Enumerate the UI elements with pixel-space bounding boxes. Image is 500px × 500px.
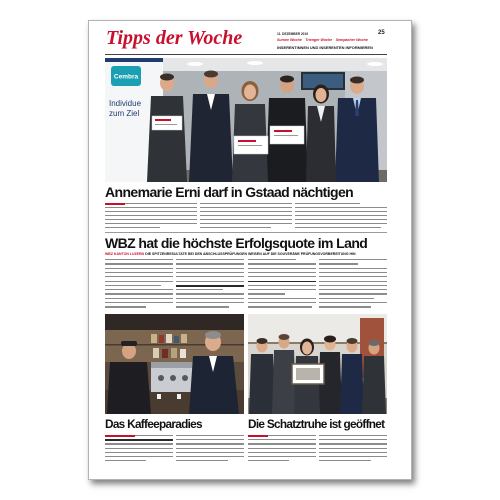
body-text-line [105, 203, 197, 204]
certificate-mark [274, 135, 298, 136]
text-column [319, 259, 387, 309]
lead-headline: Annemarie Erni darf in Gstaad nächtigen [105, 184, 354, 200]
body-text-line [176, 268, 244, 269]
body-text-line [319, 298, 374, 299]
text-column [176, 259, 244, 309]
body-text-line [105, 289, 173, 290]
lead-article-body [105, 203, 387, 230]
product [153, 348, 159, 358]
person-hair [369, 340, 380, 346]
body-text-line [319, 456, 387, 457]
body-text-line [105, 293, 173, 294]
person-hair [160, 74, 174, 81]
product [159, 335, 164, 343]
ceiling-light [247, 61, 263, 65]
person-head [302, 342, 312, 355]
wbz-subtitle: DIE SPITZENRESULTATE BEI DEN ABSCHLUSSPRÜFUNGEN WEISEN AUF DIE SOUVERÄNE PRÜFUNGSVORBEREITUNG HIN [145, 252, 356, 256]
group-photo [248, 314, 387, 414]
article-divider [105, 232, 387, 233]
body-text-line [176, 448, 244, 449]
wbz-kicker: WBZ KANTON LUZERN [105, 252, 145, 256]
text-column [319, 435, 387, 463]
text-column [176, 435, 244, 463]
person-hair [324, 336, 336, 343]
text-column [105, 435, 173, 463]
body-text-line [319, 281, 387, 282]
body-text-line [248, 259, 296, 260]
product [174, 336, 179, 343]
treasure-headline: Die Schatztruhe ist geöffnet [248, 417, 385, 431]
body-text-line [248, 306, 312, 307]
person-hair [279, 334, 290, 340]
issue-date: 11. DEZEMBER 2019 [277, 32, 309, 36]
body-text-line [105, 223, 197, 224]
body-text-line [176, 293, 244, 294]
body-text-line [176, 452, 244, 453]
body-text-line [248, 263, 316, 264]
edition-name: Trienger Woche [305, 38, 333, 42]
wbz-subheadline [105, 252, 387, 256]
body-text-line [105, 207, 197, 208]
coffee-article-body [105, 435, 244, 463]
body-text-line [248, 448, 316, 449]
body-text-line [248, 293, 285, 294]
body-text-line [319, 272, 387, 273]
person-head [316, 88, 327, 102]
person-jacket [147, 96, 187, 182]
certificate-mark [155, 124, 177, 125]
body-text-line [105, 460, 146, 461]
body-text-line [200, 211, 292, 212]
edition-name: Sursee Woche [277, 38, 302, 42]
ceiling-light [187, 62, 203, 66]
banner-text: Individue [109, 99, 142, 108]
group-head [182, 375, 188, 381]
body-text-line [200, 219, 292, 220]
body-text-line [248, 439, 316, 440]
body-text-line [248, 272, 316, 273]
masthead-title: Tipps der Woche [106, 27, 243, 49]
treasure-article-body [248, 435, 387, 463]
wbz-headline: WBZ hat die höchste Erfolgsquote im Land [105, 235, 368, 251]
body-text-line [248, 298, 316, 299]
body-text-line [176, 276, 244, 277]
page-number: 25 [378, 30, 385, 36]
body-text-line [295, 203, 360, 204]
wbz-article-body [105, 259, 387, 309]
body-text-line [105, 259, 173, 260]
body-text-line [319, 259, 387, 260]
body-text-line [319, 289, 387, 290]
person-hair [350, 77, 364, 84]
body-text-line [295, 219, 387, 220]
product [151, 334, 157, 343]
body-text-line [248, 435, 316, 436]
body-text-line [105, 227, 160, 228]
product [181, 334, 187, 343]
certificate-mark [238, 140, 256, 142]
body-text-line [295, 227, 381, 228]
body-text-line [248, 302, 316, 303]
header-rule [105, 54, 387, 55]
body-text-line [105, 263, 173, 264]
header-tagline: INSERENTINNEN UND INSERENTEN INFORMIEREN [277, 45, 373, 50]
body-text-line [176, 298, 244, 299]
body-text-line [176, 439, 244, 440]
product [162, 349, 168, 358]
body-text-line [105, 276, 173, 277]
framed-picture-image [296, 368, 320, 380]
person-jacket [107, 362, 151, 414]
person-hair [205, 331, 221, 339]
body-text-line [319, 268, 387, 269]
body-text-line [200, 215, 292, 216]
certificate [152, 116, 182, 130]
text-column [248, 435, 316, 463]
body-text-line [319, 439, 387, 440]
coffee-cup [157, 394, 161, 399]
body-text-line [176, 302, 244, 303]
body-text-line [248, 460, 289, 461]
body-text-line [248, 456, 316, 457]
body-text-line [319, 306, 371, 307]
body-text-line [105, 443, 173, 444]
body-text-line [200, 203, 292, 204]
body-text-line [319, 263, 358, 264]
body-text-line [200, 223, 292, 224]
text-column [200, 203, 292, 230]
body-text-line [248, 452, 316, 453]
newspaper-page [88, 20, 412, 480]
body-text-line [319, 285, 387, 286]
body-text-line [105, 435, 173, 436]
body-text-line [176, 443, 244, 444]
body-text-line [248, 289, 316, 290]
body-text-line [176, 272, 244, 273]
body-text-line [176, 281, 244, 282]
body-text-line [200, 207, 292, 208]
body-text-line [319, 448, 387, 449]
body-text-line [105, 452, 173, 453]
body-text-line [105, 456, 173, 457]
photo-ceiling [105, 314, 244, 330]
product [171, 348, 177, 358]
body-text-line [105, 281, 173, 282]
lead-photo [105, 58, 387, 182]
group-head [158, 375, 164, 381]
body-text-line [105, 285, 161, 286]
product [180, 349, 186, 358]
espresso-machine [151, 362, 195, 392]
banner-text: zum Ziel [109, 109, 140, 118]
certificate-mark [155, 119, 171, 121]
body-text-line [105, 302, 173, 303]
body-text-line [176, 263, 244, 264]
cembra-logo-text: Cembra [113, 73, 139, 81]
body-text-line [176, 306, 228, 307]
person-cap [121, 341, 137, 346]
body-text-line [176, 435, 244, 436]
machine-top [151, 362, 195, 368]
body-text-line [319, 460, 371, 461]
person-hair [204, 71, 218, 78]
body-text-line [295, 207, 387, 208]
body-text-line [319, 293, 387, 294]
body-text-line [319, 443, 387, 444]
body-text-line [200, 227, 271, 228]
body-text-line [319, 435, 387, 436]
body-text-line [105, 268, 173, 269]
body-text-line [295, 223, 387, 224]
product [166, 334, 172, 343]
person-hair [257, 338, 268, 344]
banner-band [105, 58, 163, 62]
body-text-line [295, 211, 387, 212]
body-text-line [319, 302, 387, 303]
person-hair [280, 76, 294, 83]
body-text-line [105, 219, 197, 220]
person-suit [340, 354, 364, 414]
body-text-line [176, 285, 244, 287]
group-head [170, 375, 176, 381]
body-text-line [105, 215, 197, 216]
kicker-mark [105, 435, 135, 437]
body-text-line [248, 285, 316, 286]
body-text-line [105, 211, 197, 212]
body-text-line [295, 215, 387, 216]
text-column [295, 203, 387, 230]
body-text-line [248, 281, 316, 283]
edition-list [277, 38, 370, 43]
body-text-line [319, 452, 387, 453]
certificate-mark [238, 145, 262, 146]
text-column [105, 259, 173, 309]
certificate-mark [274, 130, 292, 132]
kicker-mark [248, 435, 268, 437]
person-hair [347, 338, 358, 344]
body-text-line [105, 298, 173, 299]
edition-name: Sempacher Woche [335, 38, 368, 42]
ceiling-light [367, 62, 383, 66]
body-text-line [105, 306, 146, 307]
body-text-line [248, 276, 316, 277]
coffee-cup [177, 394, 181, 399]
person-head [244, 85, 256, 100]
body-text-line [176, 460, 228, 461]
body-text-line [176, 456, 244, 457]
coffee-shop-photo [105, 314, 244, 414]
body-text-line [176, 259, 244, 260]
text-column [105, 203, 197, 230]
body-text-line [105, 448, 173, 449]
person-jacket [362, 356, 386, 414]
person-jacket [249, 354, 275, 414]
body-text-line [105, 439, 173, 441]
coffee-headline: Das Kaffeeparadies [105, 417, 202, 431]
body-text-line [319, 276, 387, 277]
kicker-mark [105, 203, 125, 205]
body-text-line [248, 443, 316, 444]
body-text-line [248, 268, 316, 269]
body-text-line [105, 272, 173, 273]
text-column [248, 259, 316, 309]
body-text-line [176, 289, 223, 290]
